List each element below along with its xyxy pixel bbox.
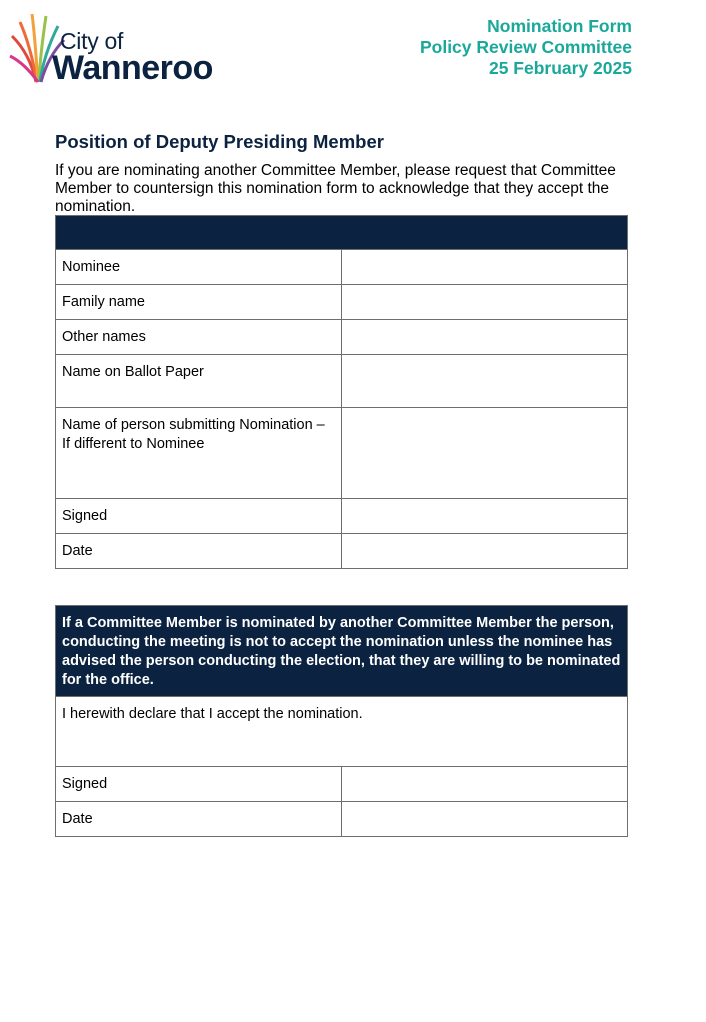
ballot-name-field[interactable] bbox=[342, 355, 628, 408]
nomination-table bbox=[55, 215, 628, 569]
logo-name-text: Wanneroo bbox=[52, 49, 213, 87]
table-row bbox=[56, 534, 628, 569]
row-label-signed: Signed bbox=[56, 767, 342, 802]
section-title: Position of Deputy Presiding Member bbox=[55, 131, 384, 152]
city-of-wanneroo-logo bbox=[8, 8, 228, 88]
row-label-ballot-name: Name on Ballot Paper bbox=[56, 355, 342, 408]
table-row bbox=[56, 320, 628, 355]
acceptance-signature-field[interactable] bbox=[342, 767, 628, 802]
nominee-field[interactable] bbox=[342, 250, 628, 285]
table-row bbox=[56, 767, 628, 802]
family-name-field[interactable] bbox=[342, 285, 628, 320]
declaration-text: I herewith declare that I accept the nomination. bbox=[56, 697, 628, 767]
notice-text: If a Committee Member is nominated by another Committee Member the person, conducting the meeting is not to accept the nomination unless the nominee has advised the person conducting the election, that they are willing to be nominated for the office. bbox=[56, 606, 628, 697]
table-row bbox=[56, 250, 628, 285]
row-label-date: Date bbox=[56, 534, 342, 569]
table-row bbox=[56, 802, 628, 837]
submitter-field[interactable] bbox=[342, 408, 628, 499]
acceptance-date-field[interactable] bbox=[342, 802, 628, 837]
table-row bbox=[56, 355, 628, 408]
row-label-date: Date bbox=[56, 802, 342, 837]
meeting-date: 25 February 2025 bbox=[488, 58, 632, 78]
table-header-row bbox=[56, 216, 628, 250]
row-label-other-names: Other names bbox=[56, 320, 342, 355]
date-field[interactable] bbox=[342, 534, 628, 569]
document-header bbox=[420, 16, 632, 79]
signature-field[interactable] bbox=[342, 499, 628, 534]
table-header-bar bbox=[56, 216, 628, 250]
notice-row bbox=[56, 606, 628, 697]
row-label-submitter: Name of person submitting Nomination – If different to Nominee bbox=[56, 408, 342, 499]
intro-text: If you are nominating another Committee Member, please request that Committee Member to countersign this nomination form to acknowledge that they accept the nomination. bbox=[55, 162, 616, 215]
logo-city-text: City of bbox=[60, 28, 124, 54]
form-type: Nomination Form bbox=[487, 16, 632, 36]
table-row bbox=[56, 408, 628, 499]
committee-name: Policy Review Committee bbox=[419, 37, 632, 57]
row-label-family-name: Family name bbox=[56, 285, 342, 320]
row-label-signed: Signed bbox=[56, 499, 342, 534]
table-row bbox=[56, 499, 628, 534]
table-row bbox=[56, 285, 628, 320]
other-names-field[interactable] bbox=[342, 320, 628, 355]
declaration-row bbox=[56, 697, 628, 767]
acceptance-table bbox=[55, 605, 628, 837]
row-label-nominee: Nominee bbox=[56, 250, 342, 285]
